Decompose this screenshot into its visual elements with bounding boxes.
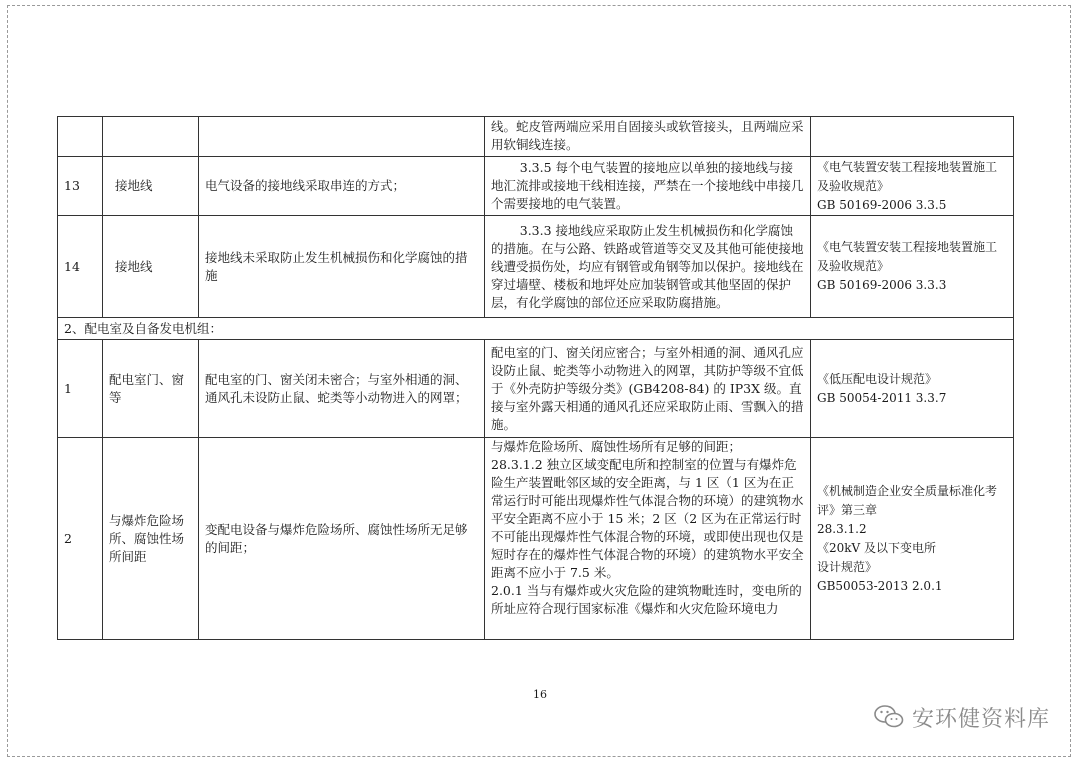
hazard-item: 与爆炸危险场所、腐蚀性场所间距 [103,438,199,640]
table-row [58,340,1014,438]
row-number: 2 [58,438,103,640]
section-row [58,318,1014,340]
requirement-text: 配电室的门、窗关闭应密合；与室外相通的洞、通风孔应设防止鼠、蛇类等小动物进入的网罩，其防护等级不宜低于《外壳防护等级分类》(GB4208-84) 的 IP3X 级。直接与室外露天相通的通风孔还应采取防止雨、雪飘入的措施。 [485,340,811,438]
table-row [58,438,1014,640]
hazard-item [103,117,199,157]
table-row [58,157,1014,216]
standard-reference [811,117,1014,157]
requirement-text: 与爆炸危险场所、腐蚀性场所有足够的间距； 28.3.1.2 独立区域变配电所和控制室的位置与有爆炸危险生产装置毗邻区域的安全距离，与 1 区（1 区为在正常运行时可能出现爆炸性气体混合物的环境）的建筑物水平安全距离不应小于 15 米；2 区（2 区为在正常运行时不可能出现爆炸性气体混合物的环境，或即使出现也仅是短时存在的爆炸性气体混合物的环境）的建筑物水平安全距离不应小于 7.5 米。 2.0.1 当与有爆炸或火灾危险的建筑物毗连时，变电所的所址应符合现行国家标准《爆炸和火灾危险环境电力 [485,438,811,640]
wechat-icon [874,704,904,730]
standard-reference: 《低压配电设计规范》 GB 50054-2011 3.3.7 [811,340,1014,438]
watermark [874,702,1050,732]
hazard-problem: 电气设备的接地线采取串连的方式； [199,157,485,216]
hazard-table [57,116,1014,640]
hazard-problem: 接地线未采取防止发生机械损伤和化学腐蚀的措施 [199,216,485,318]
standard-reference: 《机械制造企业安全质量标准化考评》第三章 28.3.1.2 《20kV 及以下变电所 设计规范》 GB50053-2013 2.0.1 [811,438,1014,640]
page-number: 16 [533,688,547,701]
row-number: 1 [58,340,103,438]
standard-reference: 《电气装置安装工程接地装置施工及验收规范》 GB 50169-2006 3.3.3 [811,216,1014,318]
requirement-text: 3.3.3 接地线应采取防止发生机械损伤和化学腐蚀的措施。在与公路、铁路或管道等交叉及其他可能使接地线遭受损伤处，均应有钢管或角钢等加以保护。接地线在穿过墙壁、楼板和地坪处应加装钢管或其他坚固的保护层，有化学腐蚀的部位还应采取防腐措施。 [485,216,811,318]
requirement-text: 3.3.5 每个电气装置的接地应以单独的接地线与接地汇流排或接地干线相连接，严禁在一个接地线中串接几个需要接地的电气装置。 [485,157,811,216]
section-title: 2、配电室及自备发电机组： [58,318,1014,340]
row-number: 14 [58,216,103,318]
row-number [58,117,103,157]
requirement-text: 线。蛇皮管两端应采用自固接头或软管接头，且两端应采用软铜线连接。 [485,117,811,157]
hazard-problem: 变配电设备与爆炸危险场所、腐蚀性场所无足够的间距； [199,438,485,640]
table-row [58,216,1014,318]
row-number: 13 [58,157,103,216]
hazard-item: 接地线 [103,157,199,216]
table-row [58,117,1014,157]
hazard-problem: 配电室的门、窗关闭未密合；与室外相通的洞、通风孔未设防止鼠、蛇类等小动物进入的网罩； [199,340,485,438]
hazard-item: 配电室门、窗等 [103,340,199,438]
hazard-problem [199,117,485,157]
hazard-item: 接地线 [103,216,199,318]
watermark-text: 安环健资料库 [911,706,1050,732]
standard-reference: 《电气装置安装工程接地装置施工及验收规范》 GB 50169-2006 3.3.5 [811,157,1014,216]
